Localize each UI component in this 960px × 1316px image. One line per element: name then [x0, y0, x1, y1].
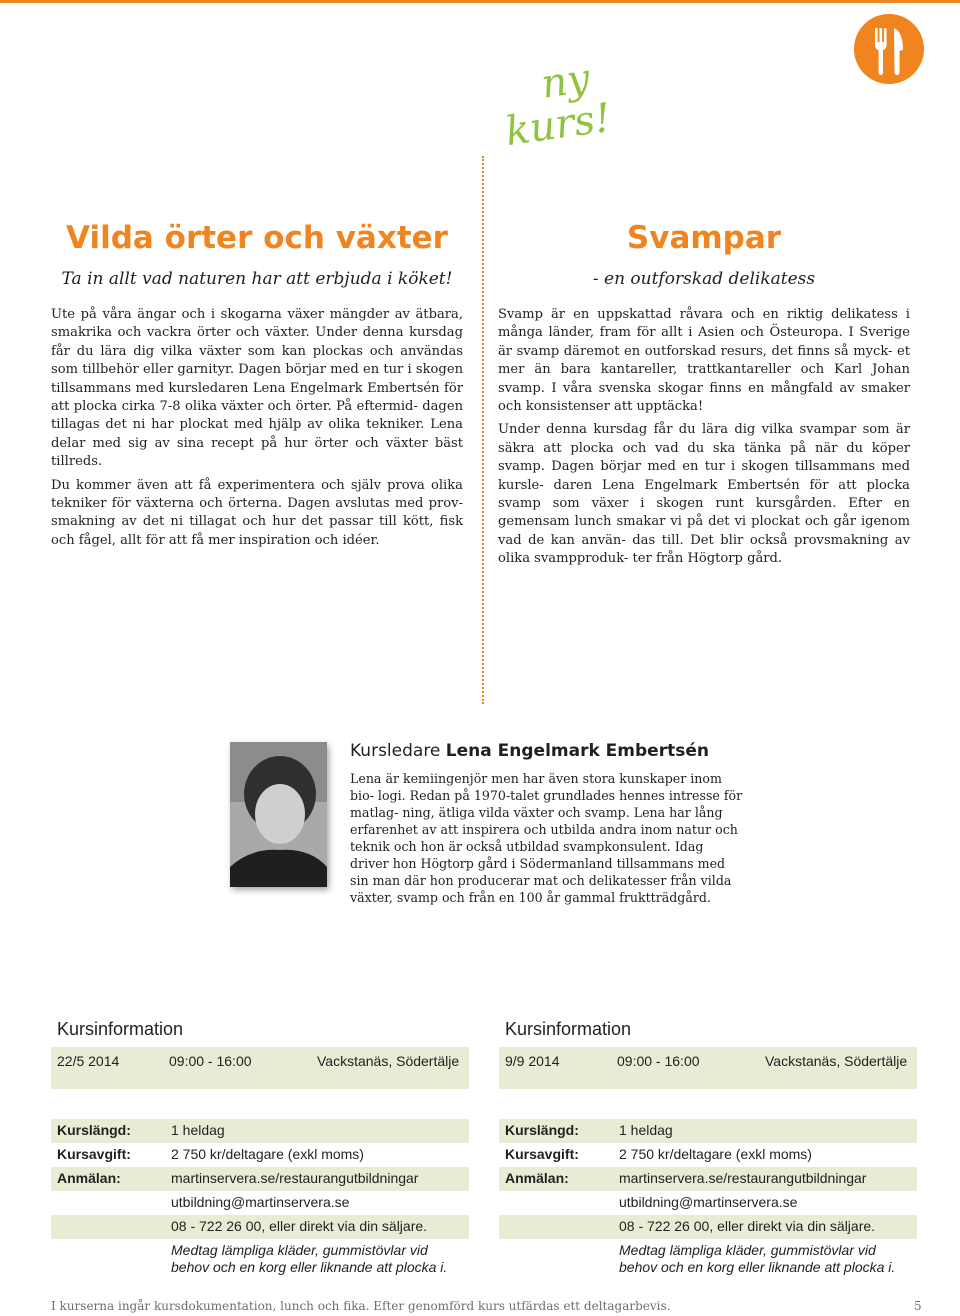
- length-label: Kurslängd:: [505, 1122, 579, 1138]
- new-course-line-1: ny: [538, 55, 593, 108]
- leader-name: Lena Engelmark Embertsén: [445, 741, 709, 761]
- course-subtitle: Ta in allt vad naturen har att erbjuda i köket!: [61, 269, 453, 289]
- course-date: 22/5 2014: [57, 1053, 120, 1069]
- info-title: Kursinformation: [57, 1019, 184, 1039]
- clothing-note: Medtag lämpliga kläder, gummistövlar vid behov och en korg eller liknande att plocka i.: [171, 1242, 448, 1275]
- course-title: Svampar: [626, 220, 782, 256]
- course-time: 09:00 - 16:00: [169, 1053, 252, 1069]
- signup-phone: 08 - 722 26 00, eller direkt via din säljare.: [171, 1218, 428, 1234]
- note-row: [51, 1239, 469, 1280]
- course-date: 9/9 2014: [505, 1053, 560, 1069]
- phone-row: [499, 1215, 917, 1239]
- email-row: [499, 1191, 917, 1215]
- clothing-note: Medtag lämpliga kläder, gummistövlar vid behov och en korg eller liknande att plocka i.: [619, 1242, 896, 1275]
- signup-web-link[interactable]: martinservera.se/restaurangutbildningar: [171, 1170, 419, 1186]
- details-table: [499, 1119, 917, 1280]
- signup-row: [499, 1167, 917, 1191]
- paragraph: Ute på våra ängar och i skogarna växer mängder av ätbara, smakrika och vackra örter och växter. Under denna kursdag får du lära dig vilka växter som kan plockas och användas som tillbehör eller garnityr. Dagen börjar med en tur i skogen tillsammans med kursledaren Lena Engelmark Embertsén för att plocka cirka 7-8 olika växter och örter. På eftermid- dagen tillagas det ni har plockat med hjälp av olika tekniker. Lena delar med sig av sina recept på hur örter och växter bäst tillreds.: [51, 307, 463, 470]
- fee-row: [51, 1143, 469, 1167]
- course-info-mushrooms: [499, 1017, 917, 1280]
- course-wild-herbs: [51, 218, 463, 555]
- fee-label: Kursavgift:: [505, 1146, 579, 1162]
- new-course-line-2: kurs!: [502, 94, 614, 156]
- paragraph: Svamp är en uppskattad råvara och en riktig delikatess i många länder, fram för allt i Asien och Östeuropa. I Sverige är svamp däremot en outforskad resurs, det finns så myck- et mer än bara kantareller, trattkantareller och Karl Johan svamp. I våra svenska skogar finns en mångfald av smaker och konsistenser att upptäcka!: [498, 307, 910, 415]
- signup-phone: 08 - 722 26 00, eller direkt via din säljare.: [619, 1218, 876, 1234]
- leader-bio: Lena är kemiingenjör men har även stora kunskaper inom bio- logi. Redan på 1970-talet grundlades hennes intresse för matlag- ning, ätliga vilda växter och svamp. Lena har lång erfarenhet av att inspirera och utbilda andra inom natur och teknik och hon är också utbildad svampkonsulent. Idag driver hon Högtorp gård i Södermanland tillsammans med sin man där hon producerar mat och delikatesser från vilda växter, svamp och från en 100 år gammal fruktträdgård.: [350, 771, 743, 905]
- course-time: 09:00 - 16:00: [617, 1053, 700, 1069]
- course-subtitle: - en outforskad delikatess: [592, 269, 816, 289]
- paragraph: Du kommer även att få experimentera och själv prova olika tekniker för växterna och örterna. Dagen avslutas med prov- smakning av det ni tillagat och hur det passar till kött, fisk och fågel, allt för att få mer inspiration och idéer.: [51, 477, 463, 548]
- length-row: [51, 1119, 469, 1143]
- length-value: 1 heldag: [171, 1122, 225, 1138]
- date-row: [499, 1047, 917, 1089]
- fee-value: 2 750 kr/deltagare (exkl moms): [171, 1146, 364, 1162]
- fee-label: Kursavgift:: [57, 1146, 131, 1162]
- signup-web-link[interactable]: martinservera.se/restaurangutbildningar: [619, 1170, 867, 1186]
- column-divider: [482, 156, 484, 704]
- info-title: Kursinformation: [505, 1019, 632, 1039]
- course-place: Vackstanäs, Södertälje: [765, 1053, 908, 1069]
- date-row: [51, 1047, 469, 1089]
- details-table: [51, 1119, 469, 1280]
- course-leader: [350, 740, 745, 906]
- course-mushrooms: [498, 218, 910, 574]
- signup-email-link[interactable]: utbildning@martinservera.se: [619, 1194, 798, 1210]
- signup-row: [51, 1167, 469, 1191]
- fork-knife-icon: [851, 14, 927, 84]
- length-value: 1 heldag: [619, 1122, 673, 1138]
- paragraph: Under denna kursdag får du lära dig vilka svampar som är säkra att plocka och vad du ska tänka på när du köper svamp. Dagen börjar med en tur i skogen tillsammans med kursle- daren Lena Engelmark Embertsén för att plocka svamp som växer i skogen runt kursgården. Efter en gemensam lunch smakar vi på det vi plockat och går igenom vad de kan använ- das till. Det blir också provsmakning av olika svampproduk- ter från Högtorp gård.: [498, 422, 910, 567]
- phone-row: [51, 1215, 469, 1239]
- note-row: [499, 1239, 917, 1280]
- signup-email-link[interactable]: utbildning@martinservera.se: [171, 1194, 350, 1210]
- length-row: [499, 1119, 917, 1143]
- course-place: Vackstanäs, Södertälje: [317, 1053, 460, 1069]
- leader-prefix: Kursledare: [350, 741, 441, 761]
- fee-value: 2 750 kr/deltagare (exkl moms): [619, 1146, 812, 1162]
- course-description: [498, 306, 910, 569]
- leader-portrait: [230, 742, 327, 887]
- course-title: Vilda örter och växter: [66, 220, 448, 256]
- page-number: 5: [914, 1299, 922, 1313]
- course-info-wild-herbs: [51, 1017, 469, 1280]
- length-label: Kurslängd:: [57, 1122, 131, 1138]
- signup-label: Anmälan:: [57, 1170, 121, 1186]
- footer-note: I kurserna ingår kursdokumentation, lunch och fika. Efter genomförd kurs utfärdas ett deltagarbevis.: [51, 1299, 671, 1313]
- top-rule: [0, 0, 960, 3]
- fee-row: [499, 1143, 917, 1167]
- leader-heading: [350, 740, 745, 762]
- course-description: [51, 306, 463, 550]
- email-row: [51, 1191, 469, 1215]
- new-course-stamp: [497, 51, 648, 160]
- signup-label: Anmälan:: [505, 1170, 569, 1186]
